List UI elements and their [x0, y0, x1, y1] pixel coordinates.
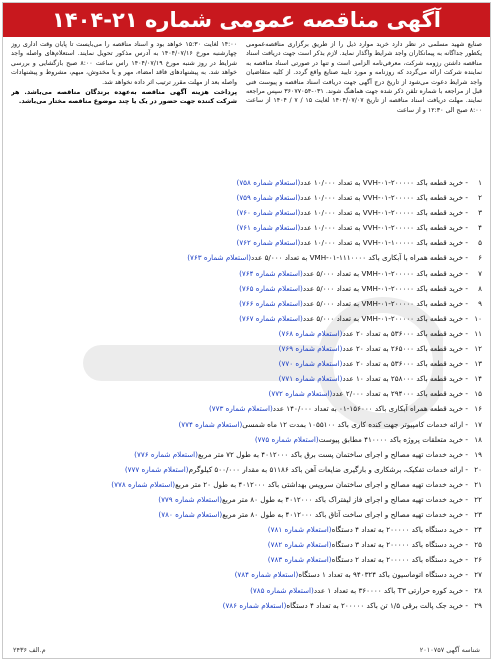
tender-item	[11, 311, 482, 326]
tender-item-text: - خرید جک پالت برقی ۱/۵ تن باکد ۲۰۰۰۰۰ به تعداد ۴ دستگاه	[286, 600, 468, 610]
tender-item-text: - خرید قطعه باکد ۲۰۰۰۰۰-VMH-۰۱ به تعداد ۵/۰۰۰ عدد	[302, 313, 468, 323]
inquiry-number: (استعلام شماره ۷۵۸)	[236, 178, 301, 187]
inquiry-number: (استعلام شماره ۷۶۰)	[236, 208, 301, 218]
tender-item-text: - خرید قطعه باکد ۲۰۰۰۰۰-VVH-۰۱ به تعداد ۱۰/۰۰۰ عدد	[300, 193, 468, 203]
tender-item	[11, 477, 482, 492]
tender-item-text: - خرید کوره حرارتی T۳ باکد ۳۶۰۰۰۰ به تعداد ۱ عدد	[313, 585, 468, 595]
tender-item-text: - خرید قطعه باکد ۲۰۰۰۰۰-VVH-۰۱ به تعداد ۱۰/۰۰۰ عدد	[300, 208, 468, 218]
tender-item-number: ۲۵	[474, 540, 482, 550]
tender-item-text: - خرید خدمات تهیه مصالح و اجرای ساختمان پست برق باکد ۴۰۱۲۰۰۰ به طول ۷۲ متر مربع	[197, 449, 468, 459]
tender-item-text: - خرید دستگاه اتوماسیون باکد ۹۴۰۳۲۴ به تعداد ۱ دستگاه	[298, 570, 468, 580]
tender-item-text: - خرید قطعه باکد ۲۹۴۰۰۰ به تعداد ۲/۰۰۰ عدد	[332, 389, 468, 399]
tender-item-number: ۷	[478, 268, 482, 278]
tender-item-text: - خرید قطعه همراه آبکاری باکد ۱۵۶۰۰۰-۰۱ به تعداد ۱۴۰/۰۰۰ عدد	[272, 404, 468, 414]
tender-item-number: ۲۹	[474, 600, 482, 610]
tender-item-number: ۱۶	[474, 404, 482, 414]
tender-item-number: ۱۴	[474, 374, 482, 384]
tender-item	[11, 356, 482, 371]
inquiry-number: (استعلام شماره ۷۶۹)	[278, 344, 343, 354]
tender-item-number: ۲۷	[474, 570, 482, 580]
tender-item-text: - ارائه خدمات تفکیک، برشکاری و بارگیری ضایعات آهن باکد ۵۱۱۸۶ به مقدار ۵۰۰/۰۰۰ کیلوگرم	[188, 464, 468, 474]
inquiry-number: (استعلام شماره ۷۶۵)	[239, 283, 303, 293]
tender-item-number: ۵	[478, 238, 482, 248]
intro-paragraph-right: صنایع شهید مسلمی در نظر دارد خرید موارد ذیل را از طریق برگزاری مناقصه‌عمومی یکطور جداگانه به پیمانکاران واجد شرایط واگذار نماید. لازم بذکر است جهت دریافت اسناد مناقصه داشتن رزومه شرکت، معرفی‌نامه الزامی است و تنها در صورتی اسناد مناقصه به نماینده شرکت ارائه می‌گردد که روزنامه و مورد تایید صنایع واقع گردد. از کلیه متقاضیان واجد شرایط دعوت می‌شود از تاریخ درج آگهی جهت دریافت اسناد مناقصه و پیوست فنی قبل از مراجعه با شماره تلفن ذکر شده جهت هماهنگ شوند. ۰۳۱-۳۶۰۷۷۰۵۴ سپس مراجعه نمایند. مهلت دریافت اسناد مناقصه از تاریخ ۱۴۰۴/۰۷/۰۷ لغایت ۱۵ / ۷ / ۱۴۰۴ از ساعت ۸:۰۰ صبح الی ۱۲:۳۰ و از ساعت	[246, 41, 482, 114]
tender-item-number: ۲۸	[474, 585, 482, 595]
tender-item-number: ۳	[478, 208, 482, 218]
tender-item	[11, 175, 482, 190]
intro-paragraph-left-lead: پرداخت هزینه آگهی مناقصه به‌عهده برندگان مناقصه می‌باشد. هر شرکت کننده جهت حضور در یک یا چند موضوع مناقصه مختار می‌باشد.	[11, 88, 237, 106]
tender-item-number: ۲۰	[474, 464, 482, 474]
tender-item-text: - خرید خدمات تهیه مصالح و اجرای ساخت آتاق باکد ۴۰۱۲۰۰۰ به طول ۸۰ متر مربع	[222, 510, 468, 520]
inquiry-number: (استعلام شماره ۷۸۶)	[222, 600, 287, 610]
inquiry-number: (استعلام شماره ۷۸۳)	[267, 555, 332, 565]
inquiry-number: (استعلام شماره ۷۸۴)	[234, 570, 299, 580]
tender-item-text: - خرید قطعه باکد ۲۰۰۰۰۰-VVH-۰۱ به تعداد ۱۰/۰۰۰ عدد	[300, 178, 468, 187]
tender-item-number: ۲۶	[474, 555, 482, 565]
tender-item-number: ۱۵	[474, 389, 482, 399]
tender-item-number: ۲	[478, 193, 482, 203]
tender-item-text: - خرید خدمات تهیه مصالح و اجرای فاز لیفتراک باکد ۴۰۱۲۰۰۰ به طول ۸۰ متر مربع	[222, 494, 468, 504]
inquiry-number: (استعلام شماره ۷۷۵)	[254, 434, 319, 444]
tender-item	[11, 462, 482, 477]
tender-item	[11, 205, 482, 220]
inquiry-number: (استعلام شماره ۷۶۳)	[187, 253, 252, 263]
tender-item	[11, 235, 482, 250]
tender-item-text: - خرید قطعه باکد ۲۰۰۰۰۰-VMH-۰۱ به تعداد ۵/۰۰۰ عدد	[302, 283, 468, 293]
tender-item	[11, 447, 482, 462]
tender-item-text: - خرید قطعه باکد ۲۵۸۰۰۰ به تعداد ۱۰ عدد	[342, 374, 468, 384]
inquiry-number: (استعلام شماره ۷۷۱)	[278, 374, 343, 384]
tender-item	[11, 386, 482, 401]
tender-item	[11, 266, 482, 281]
tender-item	[11, 401, 482, 416]
tender-item	[11, 326, 482, 341]
notice-title: آگهی مناقصه عمومی شماره ۲۱-۱۴۰۴	[3, 3, 490, 37]
tender-item-text: - خرید قطعه باکد ۲۰۰۰۰۰-VMH-۰۱ به تعداد ۵/۰۰۰ عدد	[302, 268, 468, 278]
inquiry-number: (استعلام شماره ۷۶۸)	[278, 328, 343, 338]
inquiry-number: (استعلام شماره ۷۸۲)	[267, 540, 332, 550]
tender-item	[11, 220, 482, 235]
inquiry-number: (استعلام شماره ۷۶۶)	[239, 298, 303, 308]
footer	[3, 644, 490, 658]
tender-item-text: - خرید قطعه باکد ۵۳۶۰۰۰ به تعداد ۲۰ عدد	[342, 359, 468, 369]
tender-item	[11, 567, 482, 582]
tender-item-text: - خرید متعلقات پروژه باکد ۴۱۰۰۰۰ مطابق پیوست	[318, 434, 468, 444]
inquiry-number: (استعلام شماره ۷۸۰)	[158, 510, 223, 520]
tender-item-number: ۱۱	[474, 328, 482, 338]
tender-item	[11, 296, 482, 311]
tender-item-number: ۲۲	[474, 494, 482, 504]
tender-item-number: ۲۴	[474, 525, 482, 535]
tender-item-number: ۱۳	[474, 359, 482, 369]
inquiry-number: (استعلام شماره ۷۷۷)	[124, 464, 189, 474]
inquiry-number: (استعلام شماره ۷۶۷)	[239, 313, 303, 323]
tender-item-text: - ارائه خدمات کامپیوتر جهت کنده کاری باکد ۱۰۵۵۱۰۰ بمدت ۱۲ ماه شمسی	[242, 419, 468, 429]
intro-paragraph-left	[11, 40, 237, 167]
tender-item	[11, 341, 482, 356]
tender-notice	[2, 2, 491, 659]
tender-item-number: ۶	[478, 253, 482, 263]
tender-item-number: ۴	[478, 223, 482, 233]
inquiry-number: (استعلام شماره ۷۵۹)	[236, 193, 301, 203]
inquiry-number: (استعلام شماره ۷۸۵)	[250, 585, 314, 595]
inquiry-number: (استعلام شماره ۷۷۹)	[158, 494, 223, 504]
tender-item-number: ۸	[478, 283, 482, 293]
tender-items-list	[11, 175, 482, 613]
tender-item	[11, 537, 482, 552]
tender-item-text: - خرید دستگاه باکد ۲۰۰۰۰۰ به تعداد ۳ دستگاه	[331, 540, 468, 550]
tender-item-text: - خرید دستگاه باکد ۲۰۰۰۰۰ به تعداد ۲ دستگاه	[331, 555, 468, 565]
tender-item-number: ۱۹	[474, 449, 482, 459]
tender-item-number: ۲۳	[474, 510, 482, 520]
inquiry-number: (استعلام شماره ۷۸۱)	[267, 525, 332, 535]
notice-reference: م.الف ۲۴۳۶	[13, 646, 46, 654]
tender-item	[11, 507, 482, 522]
tender-item-text: - خرید قطعه باکد ۲۶۵۰۰۰ به تعداد ۲۰ عدد	[342, 344, 468, 354]
tender-item	[11, 417, 482, 432]
tender-item-text: - خرید دستگاه باکد ۲۰۰۰۰۰ به تعداد ۴ دستگاه	[331, 525, 468, 535]
tender-item-text: - خرید خدمات تهیه مصالح و اجرای ساختمان سرویس بهداشتی باکد ۴۰۱۲۰۰۰ به طول ۲۰ متر مربع	[175, 479, 468, 489]
tender-item	[11, 432, 482, 447]
inquiry-number: (استعلام شماره ۷۷۴)	[178, 419, 243, 429]
tender-item-number: ۱۷	[474, 419, 482, 429]
inquiry-number: (استعلام شماره ۷۷۸)	[111, 479, 176, 489]
notice-id: شناسه آگهی ۲۰۱۰۷۵۷	[419, 646, 480, 654]
tender-item	[11, 281, 482, 296]
tender-item	[11, 552, 482, 567]
intro-paragraph-left-body: ۱۴:۰۰ لغایت ۱۵:۳۰ خواهد بود و اسناد مناقصه را می‌بایست تا پایان وقت اداری روز چهارشنبه مورخ ۱۴۰۴/۰۷/۱۶ به آدرس مذکور تحویل نمایند. استعلام‌های واصله واجد شرایط در روز شنبه مورخ ۱۴۰۴/۰۷/۱۹ راس ساعت ۸:۰۰ صبح بازگشایی و بررسی خواهد شد. به پیشنهادهای فاقد امضاء، مهر و یا مخدوش، مبهم، مشروط و پیشنهادات واصله بعد از مهلت مقرر ترتیب اثر داده نخواهد شد.	[11, 41, 237, 86]
inquiry-number: (استعلام شماره ۷۶۱)	[236, 223, 301, 233]
tender-item-text: - خرید قطعه باکد ۵۳۶۰۰۰ به تعداد ۲۰ عدد	[342, 328, 468, 338]
tender-item	[11, 492, 482, 507]
tender-item	[11, 522, 482, 537]
tender-item	[11, 583, 482, 598]
tender-item	[11, 250, 482, 265]
inquiry-number: (استعلام شماره ۷۶۴)	[239, 268, 303, 278]
inquiry-number: (استعلام شماره ۷۷۰)	[278, 359, 343, 369]
inquiry-number: (استعلام شماره ۷۷۳)	[208, 404, 273, 414]
tender-item-number: ۱۰	[474, 313, 482, 323]
tender-item	[11, 371, 482, 386]
inquiry-number: (استعلام شماره ۷۷۶)	[134, 449, 198, 459]
inquiry-number: (استعلام شماره ۷۷۲)	[268, 389, 333, 399]
tender-item-number: ۱۲	[474, 344, 482, 354]
inquiry-number: (استعلام شماره ۷۶۲)	[236, 238, 301, 248]
tender-item-number: ۲۱	[474, 479, 482, 489]
tender-item	[11, 190, 482, 205]
tender-item	[11, 598, 482, 613]
tender-item-text: - خرید قطعه باکد ۲۰۰۰۰۰-VMH-۰۱ به تعداد ۵/۰۰۰ عدد	[302, 298, 468, 308]
tender-item-text: - خرید قطعه همراه با آبکاری باکد ۱۱۱۰۰۰۰-VMH-۰۱ به تعداد ۵/۰۰۰ عدد	[251, 253, 468, 263]
tender-item-number: ۱۸	[474, 434, 482, 444]
tender-item-text: - خرید قطعه باکد ۲۰۰۰۰۰-VVH-۰۱ به تعداد ۱۰/۰۰۰ عدد	[300, 223, 468, 233]
tender-item-number: ۱	[478, 178, 482, 187]
tender-item-text: - خرید قطعه باکد ۱۰۰۰۰۰-VVH-۰۱ به تعداد ۱۰/۰۰۰ عدد	[300, 238, 468, 248]
tender-item-number: ۹	[478, 298, 482, 308]
